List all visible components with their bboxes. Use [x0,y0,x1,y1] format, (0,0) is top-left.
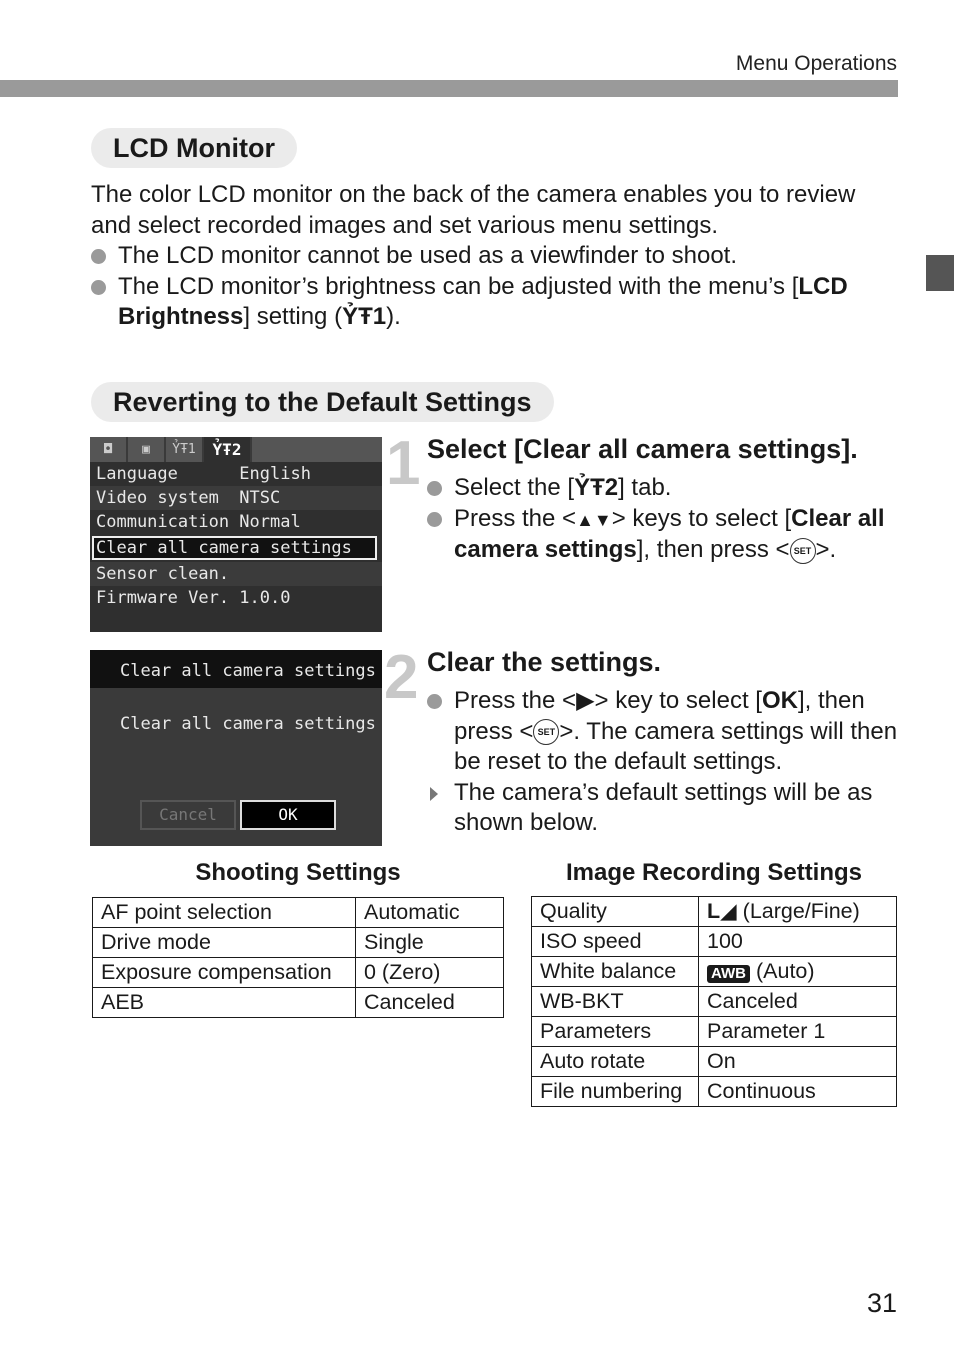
lcd-bullet-2-text: The LCD monitor’s brightness can be adjusted with the menu’s [ [118,272,799,300]
step-1-bullet-2-text: Press the < [454,504,577,532]
step-1-bullet-1-text: Select the [ [454,474,575,501]
setup-tab-1: ỶŦ1 [166,437,204,462]
table-row [93,958,504,988]
playback-tab-icon: ▣ [128,437,166,462]
lcd-bullet-1-text: The LCD monitor cannot be used as a viewfinder to shoot. [118,242,738,269]
setting-value: Canceled [699,987,897,1017]
table-row [532,987,897,1017]
setting-label: File numbering [532,1077,699,1107]
step-1-bullet-2-end: >. [815,536,837,563]
quality-value-text: (Large/Fine) [742,899,860,923]
set-button-icon: SET [790,538,816,564]
setting-value [699,897,897,927]
table-row [532,1017,897,1047]
menu-row-sensor-clean: Sensor clean. [90,562,382,586]
setting-value: Automatic [356,898,504,928]
table-row [532,897,897,927]
setting-label: Quality [532,897,699,927]
step-2-bullet-1-end: >. The camera settings will then be reset to the default settings. [454,717,898,775]
table-row [93,928,504,958]
auto-white-balance-icon: AWB [707,965,750,983]
setting-label: ISO speed [532,927,699,957]
setting-label: Parameters [532,1017,699,1047]
lcd-intro-paragraph: The color LCD monitor on the back of the camera enables you to review and select recorded images and set various menu settings. [91,181,856,239]
step-2-bullet-1-text: Press the < [454,687,577,714]
table-row [532,1047,897,1077]
clear-all-term: Clear all camera settings [454,504,885,563]
setting-label: AF point selection [93,898,356,928]
lcd-bullet-1 [91,241,901,272]
table-row [532,927,897,957]
lcd-bullet-list [91,241,901,333]
step-1-bullets [427,473,902,566]
bullet-dot-icon [427,481,442,496]
setting-label: WB-BKT [532,987,699,1017]
setting-value: Canceled [356,988,504,1018]
chapter-thumb-tab [926,255,954,291]
step-1-bullet-2-post: ], then press < [636,536,790,563]
table-row [93,988,504,1018]
step-1-bullet-1-post: ] tab. [618,474,672,501]
setting-label: Auto rotate [532,1047,699,1077]
step-2-bullet-1 [427,686,907,778]
menu-row-firmware: Firmware Ver. 1.0.0 [96,588,291,608]
table-row [93,898,504,928]
setting-value: 0 (Zero) [356,958,504,988]
menu-row-language: Language English [96,464,311,484]
image-recording-settings-title: Image Recording Settings [565,859,863,886]
step-1-title: Select [Clear all camera settings]. [427,434,858,464]
up-down-keys-icon: ▲▼ [576,509,612,530]
lcd-bullet-2 [91,272,901,333]
step-2-title: Clear the settings. [427,647,662,677]
setting-label: AEB [93,988,356,1018]
bullet-dot-icon [427,694,442,709]
revert-defaults-heading: Reverting to the Default Settings [91,382,554,422]
lcd-bullet-2-text-post: ] setting ( [243,303,343,330]
header-rule [0,80,898,97]
setup-tab-2: ỶŦ2 [204,437,252,462]
step-1-bullet-2 [427,504,902,566]
setting-value [699,957,897,987]
right-key-icon: ▶ [576,687,595,714]
confirm-dialog-title: Clear all camera settings [90,650,382,688]
shooting-settings-table [92,897,504,1018]
setting-label: Exposure compensation [93,958,356,988]
step-1-bullet-2-mid: > keys to select [ [611,504,792,532]
setting-value: Continuous [699,1077,897,1107]
lcd-monitor-heading: LCD Monitor [91,128,297,168]
step-2-bullets [427,686,907,839]
setting-value: On [699,1047,897,1077]
shooting-settings-title: Shooting Settings [195,859,401,886]
setup-tab-2-icon: ỶŦ2 [574,474,619,501]
step-1-number: 1 [386,429,421,498]
dialog-cancel-button: Cancel [140,800,236,830]
dialog-ok-button: OK [240,800,336,830]
table-row [532,957,897,987]
image-recording-settings-table [531,896,897,1107]
setting-value: Parameter 1 [699,1017,897,1047]
step-2-bullet-1-post: ], then press < [454,687,865,745]
large-fine-quality-icon: L◢ [707,899,737,923]
setting-value: 100 [699,927,897,957]
bullet-dot-icon [91,280,106,295]
confirm-dialog-message: Clear all camera settings [120,714,376,734]
step-1-bullet-1 [427,473,902,504]
clear-confirm-screenshot [90,650,382,846]
lcd-bullet-2-end: ). [386,303,401,330]
shooting-tab-icon: ◘ [90,437,128,462]
step-2-bullet-1-mid: > key to select [ [594,687,762,714]
setting-value: Single [356,928,504,958]
setup-tab-1-icon: ỶŦ1 [342,303,387,330]
bullet-dot-icon [427,512,442,527]
wb-value-text: (Auto) [755,959,815,983]
menu-row-communication: Communication Normal [96,512,301,532]
table-row [532,1077,897,1107]
running-header: Menu Operations [735,52,897,75]
step-2-bullet-2 [427,778,907,839]
set-button-icon: SET [533,719,559,745]
page-number: 31 [866,1288,897,1318]
ok-term: OK [761,687,798,714]
menu-row-video-system: Video system NTSC [90,486,382,510]
step-2-number: 2 [384,643,419,712]
bullet-dot-icon [91,249,106,264]
result-arrow-icon [430,787,438,801]
lcd-brightness-term: LCD Brightness [118,272,848,330]
step-2-bullet-2-text: The camera’s default settings will be as shown below. [454,778,873,836]
menu-tab-bar [90,437,382,462]
menu-row-clear-all: Clear all camera settings [92,536,377,560]
setup-menu-screenshot [90,437,382,632]
setting-label: Drive mode [93,928,356,958]
setting-label: White balance [532,957,699,987]
